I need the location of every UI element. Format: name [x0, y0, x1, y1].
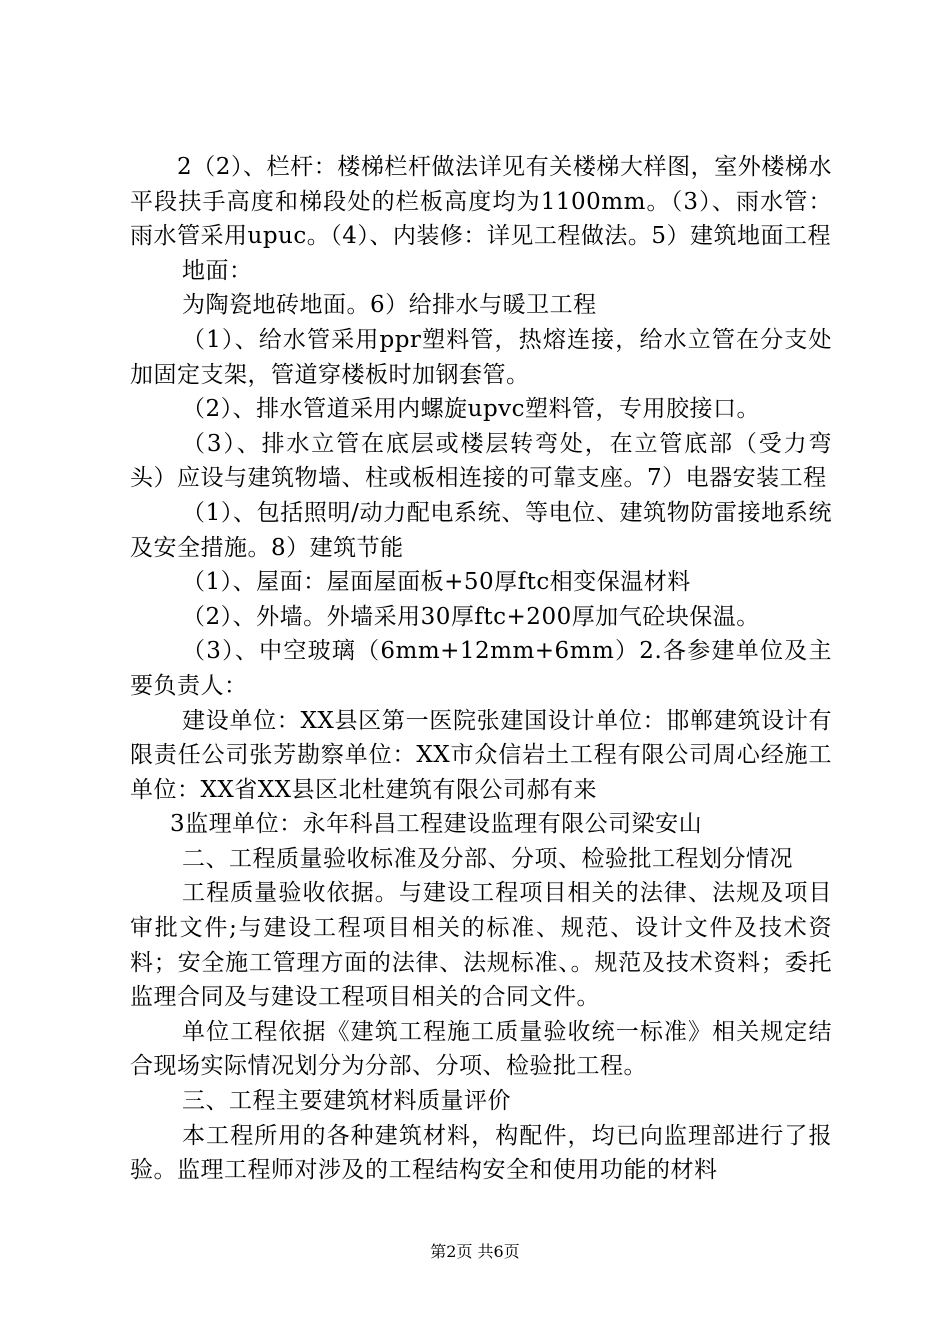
paragraph-materials: 本工程所用的各种建筑材料，构配件，均已向监理部进行了报验。监理工程师对涉及的工程结构安全和使用功能的材料	[130, 1122, 832, 1184]
paragraph-acceptance-basis: 工程质量验收依据。与建设工程项目相关的法律、法规及项目审批文件;与建设工程项目相关的标准、规范、设计文件及技术资料；安全施工管理方面的法律、法规标准、。规范及技术资料；委托监理合同及与建设工程项目相关的合同文件。	[130, 880, 832, 1011]
paragraph-participants: 建设单位：XX县区第一医院张建国设计单位：邯郸建筑设计有限责任公司张芳勘察单位：XX市众信岩土工程有限公司周心经施工单位：XX省XX县区北杜建筑有限公司郝有来	[130, 707, 832, 803]
paragraph-water-supply: （1）、给水管采用ppr塑料管，热熔连接，给水立管在分支处加固定支架，管道穿楼板时加钢套管。	[130, 326, 832, 388]
document-body	[130, 150, 832, 1188]
paragraph-drain-riser: （3）、排水立管在底层或楼层转弯处，在立管底部（受力弯头）应设与建筑物墙、柱或板相连接的可靠支座。7）电器安装工程	[130, 430, 832, 492]
paragraph-wall-insulation: （2）、外墙。外墙采用30厚ftc+200厚加气砼块保温。	[182, 603, 760, 630]
paragraph-roof-insulation: （1）、屋面：屋面屋面板+50厚ftc相变保温材料	[182, 569, 691, 596]
paragraph-floor-tiles: 为陶瓷地砖地面。6）给排水与暖卫工程	[182, 292, 597, 319]
paragraph-division: 单位工程依据《建筑工程施工质量验收统一标准》相关规定结合现场实际情况划分为分部、分项、检验批工程。	[130, 1018, 832, 1080]
paragraph-electrical: （1）、包括照明/动力配电系统、等电位、建筑物防雷接地系统及安全措施。8）建筑节能	[130, 499, 832, 561]
page-footer: 第2页 共6页	[430, 1242, 520, 1261]
section-heading-materials: 三、工程主要建筑材料质量评价	[182, 1088, 511, 1115]
paragraph-railing-rainpipe: 2（2）、栏杆：楼梯栏杆做法详见有关楼梯大样图，室外楼梯水平段扶手高度和梯段处的栏板高度均为1100mm。（3）、雨水管：雨水管采用upuc。（4）、内装修：详见工程做法。5）建筑地面工程	[130, 154, 832, 250]
section-heading-quality-standards: 二、工程质量验收标准及分部、分项、检验批工程划分情况	[182, 845, 793, 872]
paragraph-supervisor: 3监理单位：永年科昌工程建设监理有限公司梁安山	[170, 811, 703, 838]
paragraph-drain-pipe: （2）、排水管道采用内螺旋upvc塑料管，专用胶接口。	[182, 396, 761, 423]
paragraph-glazing: （3）、中空玻璃（6mm+12mm+6mm）2.各参建单位及主要负责人：	[130, 638, 832, 699]
paragraph-floor-heading: 地面：	[182, 257, 253, 284]
